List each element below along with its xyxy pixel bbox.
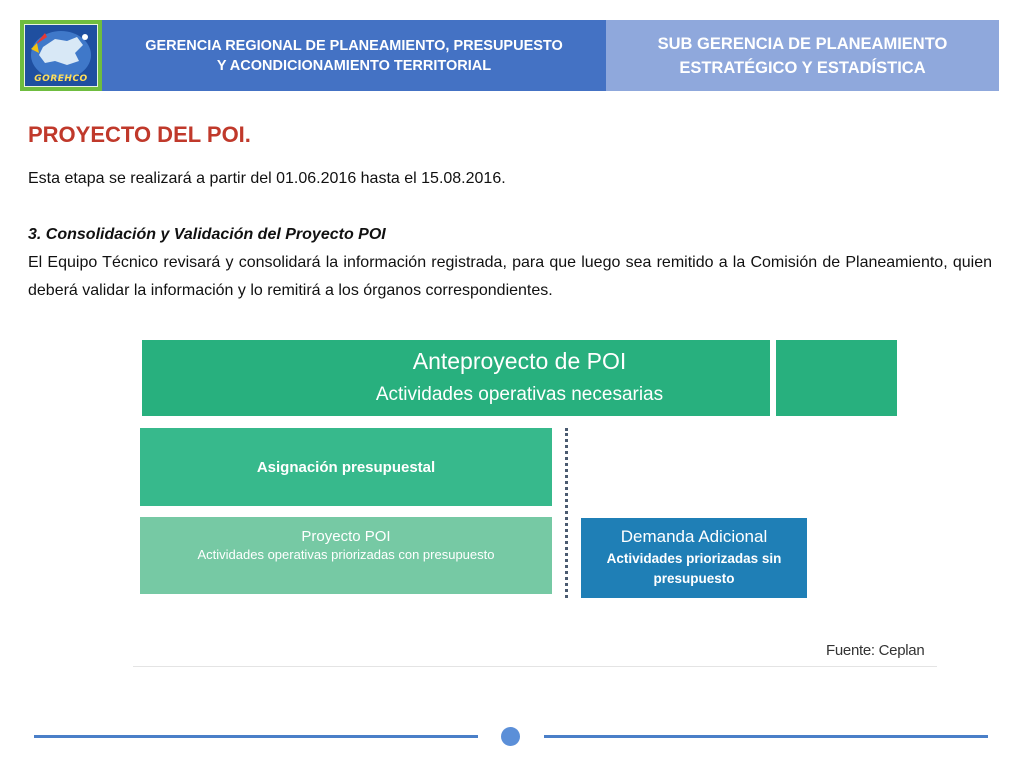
demanda-subtitle: Actividades priorizadas sin presupuesto — [606, 551, 782, 586]
source-underline — [133, 666, 937, 667]
demanda-title: Demanda Adicional — [620, 527, 768, 546]
box-separator — [770, 336, 776, 420]
header-main-line1: GERENCIA REGIONAL DE PLANEAMIENTO, PRESUPUESTO — [145, 37, 563, 54]
source-caption: Fuente: Ceplan — [826, 642, 925, 659]
section-subheading: 3. Consolidación y Validación del Proyecto POI — [28, 226, 386, 243]
dotted-divider — [565, 428, 568, 598]
footer-line-right — [544, 735, 988, 738]
footer-dot-icon — [501, 727, 520, 746]
page-title: PROYECTO DEL POI. — [28, 122, 251, 147]
anteproyecto-title: Anteproyecto de POI — [412, 348, 627, 374]
gorehco-logo — [20, 20, 102, 91]
asignacion-box — [140, 428, 552, 506]
header-sub-title — [606, 20, 999, 91]
asignacion-label: Asignación presupuestal — [256, 458, 436, 476]
anteproyecto-subtitle: Actividades operativas necesarias — [375, 384, 664, 405]
description-paragraph: El Equipo Técnico revisará y consolidará la información registrada, para que luego sea remitido a la Comisión de Planeamiento, quien deberá validar la información y lo remitirá a los órganos correspondientes. — [28, 254, 992, 299]
header-sub-line1: SUB GERENCIA DE PLANEAMIENTO — [657, 34, 948, 53]
header-sub-line2: ESTRATÉGICO Y ESTADÍSTICA — [679, 58, 926, 77]
header-main-line2: Y ACONDICIONAMIENTO TERRITORIAL — [216, 57, 492, 74]
proyecto-title: Proyecto POI — [301, 528, 391, 545]
header-main-title — [102, 20, 606, 91]
footer-line-left — [34, 735, 478, 738]
date-range-paragraph: Esta etapa se realizará a partir del 01.06.2016 hasta el 15.08.2016. — [28, 170, 506, 187]
demanda-box — [581, 518, 807, 598]
logo-text: GOREHCO — [34, 74, 88, 84]
anteproyecto-box — [142, 340, 897, 416]
proyecto-box — [140, 517, 552, 594]
proyecto-subtitle: Actividades operativas priorizadas con presupuesto — [197, 547, 495, 562]
